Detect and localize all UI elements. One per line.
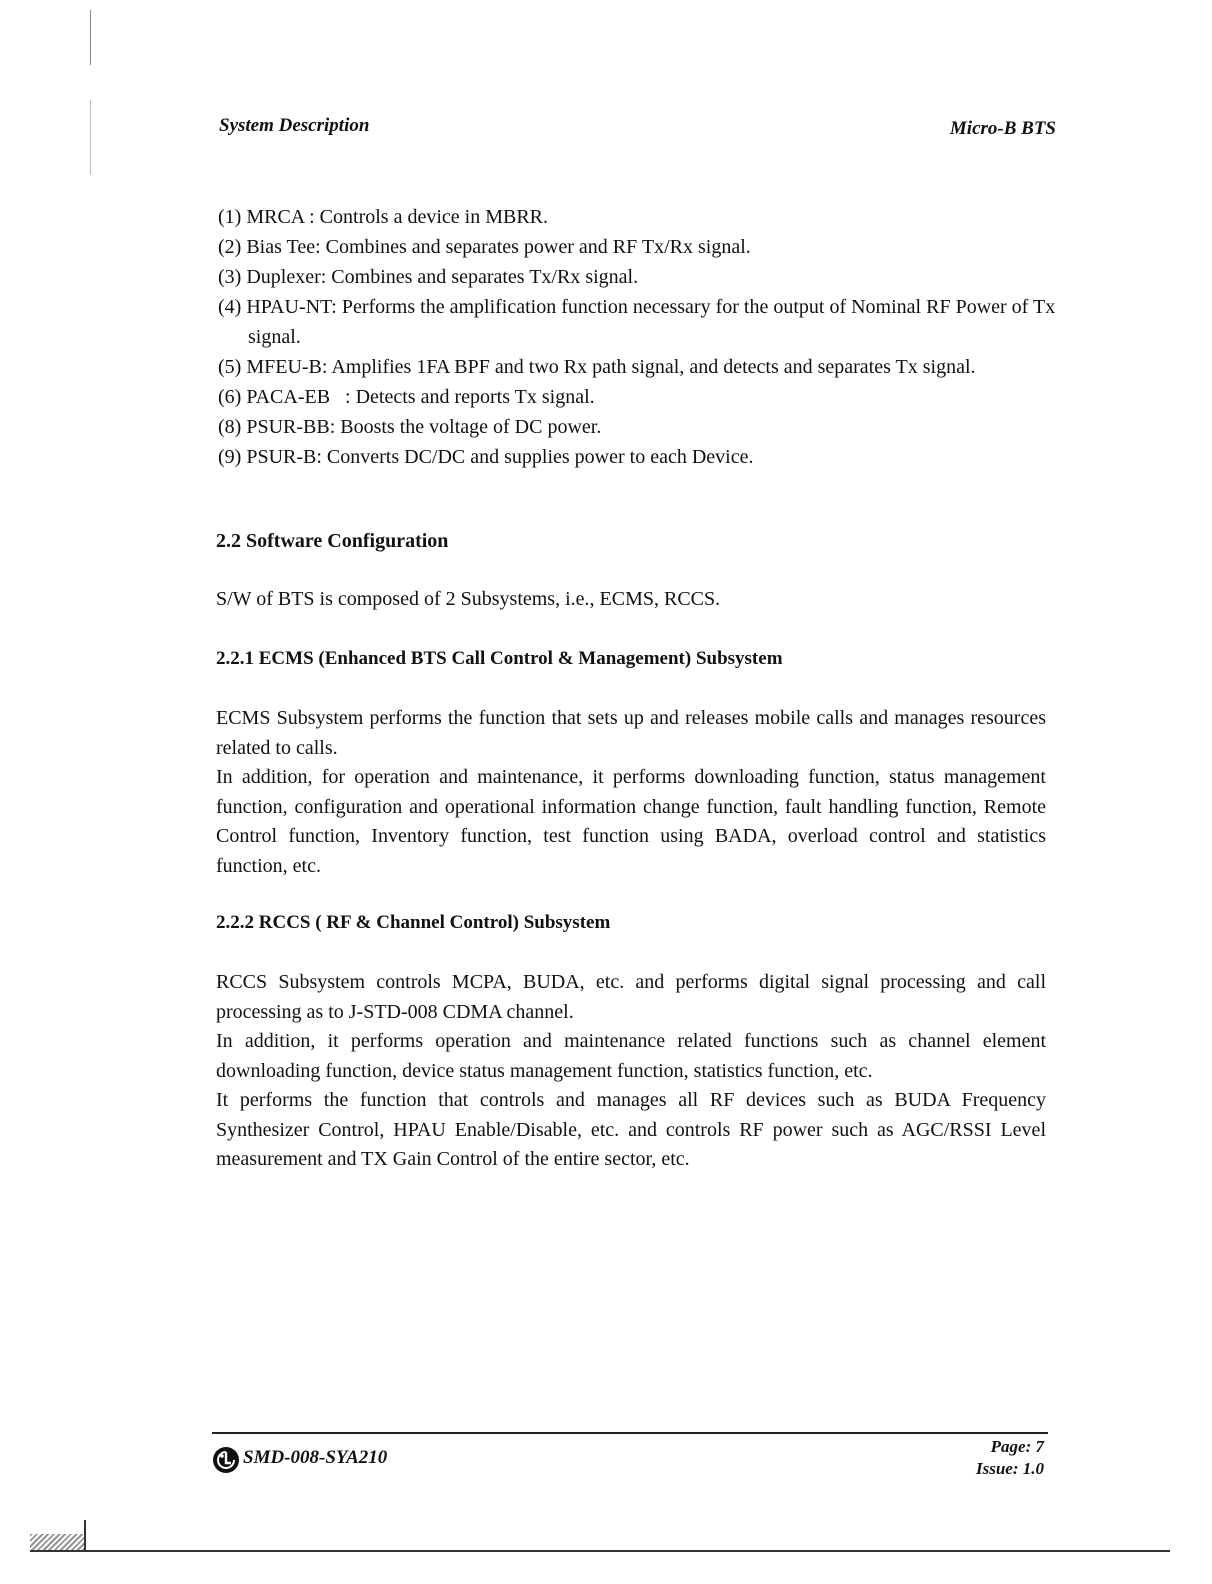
- paragraph-text: It performs the function that controls and manages all RF devices such as BUDA Frequency Synthesizer Control, HPAU Enable/Disable, etc. and controls RF power such as AGC/RSSI Level measurement and TX Gain Control of the entire sector, etc.: [216, 1089, 1046, 1170]
- scan-artifact: [30, 1534, 85, 1550]
- page-info: [976, 1436, 1044, 1480]
- list-item: (8) PSUR-BB: Boosts the voltage of DC power.: [218, 416, 602, 438]
- subsection-heading-rccs: 2.2.2 RCCS ( RF & Channel Control) Subsystem: [216, 912, 611, 933]
- section-intro: S/W of BTS is composed of 2 Subsystems, i.e., ECMS, RCCS.: [216, 588, 721, 610]
- document-id: SMD-008-SYA210: [243, 1447, 388, 1468]
- list-item: (2) Bias Tee: Combines and separates power and RF Tx/Rx signal.: [218, 236, 751, 258]
- scan-artifact: [90, 10, 91, 65]
- list-item: (1) MRCA : Controls a device in MBRR.: [218, 206, 548, 228]
- header-product: Micro-B BTS: [949, 118, 1056, 139]
- rccs-paragraph: [216, 968, 1046, 1175]
- page-number: Page: 7: [990, 1437, 1044, 1456]
- issue-number: Issue: 1.0: [975, 1459, 1044, 1478]
- lg-logo-icon: [212, 1446, 240, 1474]
- paragraph-text: ECMS Subsystem performs the function that sets up and releases mobile calls and manages resources related to calls.: [216, 707, 1046, 759]
- footer-divider: [212, 1432, 1048, 1434]
- scan-artifact: [30, 1550, 1170, 1552]
- section-heading: 2.2 Software Configuration: [216, 530, 449, 552]
- paragraph-text: In addition, for operation and maintenance, it performs downloading function, status management function, configuration and operational information change function, fault handling function, Remote Control function, Inventory function, test function using BADA, overload control and statistics function, etc.: [216, 766, 1046, 877]
- list-item: (9) PSUR-B: Converts DC/DC and supplies power to each Device.: [218, 446, 754, 468]
- component-list: [218, 202, 1068, 472]
- list-item: (4) HPAU-NT: Performs the amplification function necessary for the output of Nominal RF Power of Tx signal.: [218, 296, 1056, 348]
- scan-artifact: [90, 100, 91, 175]
- list-item: (3) Duplexer: Combines and separates Tx/Rx signal.: [218, 266, 639, 288]
- list-item: (5) MFEU-B: Amplifies 1FA BPF and two Rx path signal, and detects and separates Tx signal.: [218, 356, 976, 378]
- subsection-heading-ecms: 2.2.1 ECMS (Enhanced BTS Call Control & Management) Subsystem: [216, 648, 783, 669]
- header-title: System Description: [219, 115, 370, 136]
- list-item: (6) PACA-EB : Detects and reports Tx signal.: [218, 386, 595, 408]
- scan-artifact: [84, 1520, 86, 1550]
- paragraph-text: RCCS Subsystem controls MCPA, BUDA, etc. and performs digital signal processing and call processing as to J-STD-008 CDMA channel.: [216, 971, 1046, 1023]
- paragraph-text: In addition, it performs operation and maintenance related functions such as channel element downloading function, device status management function, statistics function, etc.: [216, 1030, 1046, 1082]
- ecms-paragraph: [216, 704, 1046, 881]
